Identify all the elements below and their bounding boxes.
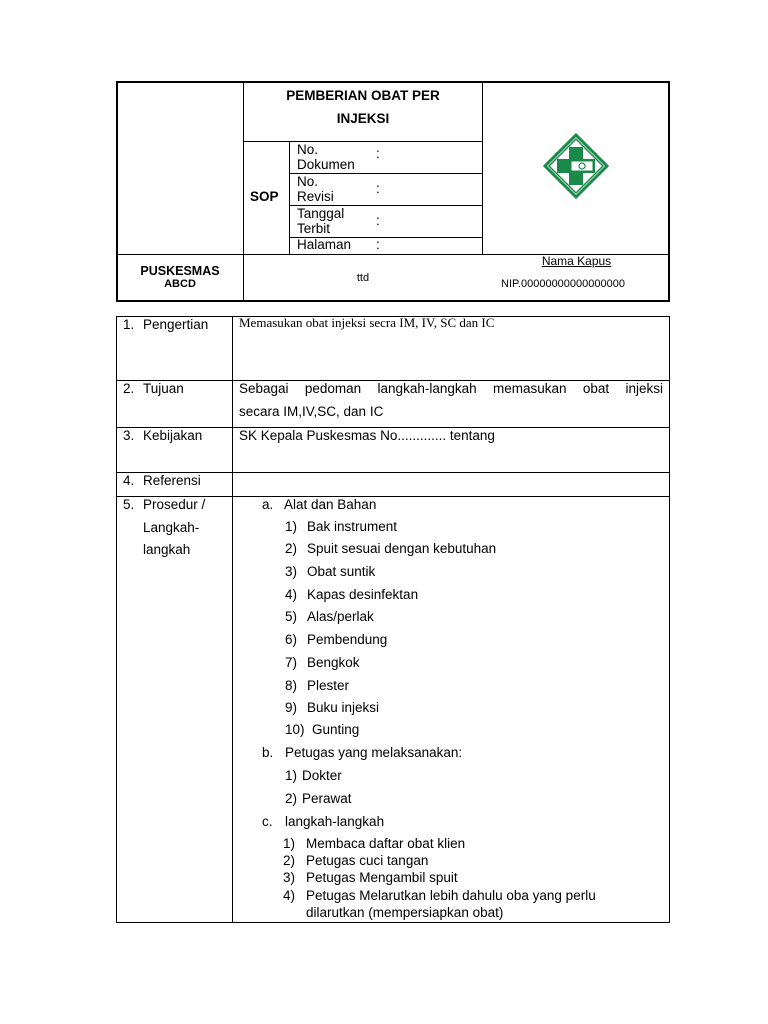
kebijakan-text: SK Kepala Puskesmas No............. tentang (239, 428, 495, 443)
list-number: 4) (285, 587, 298, 602)
list-marker: a. (262, 497, 274, 512)
list-number: 10) (285, 722, 305, 737)
list-number: 3) (283, 870, 296, 885)
subsection-title: Alat dan Bahan (284, 497, 377, 512)
field-tanggal-terbit (297, 206, 344, 236)
field-label: Revisi (297, 189, 334, 204)
row-number: 3. (123, 428, 135, 443)
list-item: Gunting (312, 722, 360, 737)
field-label: Terbit (297, 221, 331, 236)
subsection-title: langkah-langkah (285, 814, 385, 829)
list-item: Spuit sesuai dengan kebutuhan (307, 541, 497, 556)
field-separator: : (376, 146, 380, 161)
org-name-line2: ABCD (164, 278, 196, 290)
subsection-title: Petugas yang melaksanakan: (285, 745, 463, 760)
field-separator: : (376, 237, 380, 252)
list-number: 2) (285, 791, 298, 806)
list-item: Membaca daftar obat klien (306, 836, 466, 851)
sop-label: SOP (250, 189, 279, 204)
list-item: Petugas cuci tangan (306, 853, 429, 868)
list-item: Perawat (302, 791, 352, 806)
row-number: 1. (123, 317, 135, 332)
list-item: Petugas Melarutkan lebih dahulu oba yang perlu (306, 888, 596, 903)
list-item: Bengkok (307, 655, 360, 670)
list-item: Alas/perlak (307, 609, 374, 624)
row-number: 4. (123, 473, 135, 488)
org-name-line1: PUSKESMAS (140, 264, 220, 278)
document-title-line1: PEMBERIAN OBAT PER (286, 88, 440, 103)
field-separator: : (376, 213, 380, 228)
field-halaman: Halaman (297, 237, 352, 252)
list-number: 9) (285, 700, 298, 715)
sop-content-table (116, 316, 670, 923)
list-number: 3) (285, 564, 298, 579)
row-label-pengertian: Pengertian (143, 317, 209, 332)
puskesmas-logo-icon (543, 133, 609, 199)
list-number: 8) (285, 678, 298, 693)
list-marker: c. (262, 814, 273, 829)
field-label: Tanggal (297, 206, 345, 221)
head-nip: NIP.00000000000000000 (501, 278, 625, 290)
list-item: Plester (307, 678, 350, 693)
list-number: 2) (285, 541, 298, 556)
signature: ttd (356, 272, 370, 284)
list-number: 2) (283, 853, 296, 868)
head-name: Nama Kapus (541, 254, 612, 268)
row-label-referensi: Referensi (143, 473, 201, 488)
list-item-continuation: dilarutkan (mempersiapkan obat) (306, 905, 504, 920)
list-number: 5) (285, 609, 298, 624)
list-number: 1) (283, 836, 296, 851)
list-item: Bak instrument (307, 519, 398, 534)
list-number: 1) (285, 768, 298, 783)
row-label-prosedur: langkah (143, 542, 191, 557)
list-number: 4) (283, 888, 296, 903)
list-marker: b. (262, 745, 274, 760)
field-separator: : (376, 181, 380, 196)
field-no-dokumen (297, 142, 355, 172)
list-item: Obat suntik (307, 564, 376, 579)
list-item: Pembendung (307, 632, 388, 647)
header-divider (243, 141, 483, 142)
list-item: Buku injeksi (307, 700, 380, 715)
field-label: No. (297, 142, 319, 157)
row-label-kebijakan: Kebijakan (143, 428, 203, 443)
list-number: 7) (285, 655, 298, 670)
list-number: 1) (285, 519, 298, 534)
row-number: 2. (123, 381, 135, 396)
row-number: 5. (123, 497, 135, 512)
field-label: Dokumen (297, 157, 355, 172)
tujuan-text-line2: secara IM,IV,SC, dan IC (239, 404, 384, 419)
row-label-tujuan: Tujuan (143, 381, 184, 396)
list-item: Kapas desinfektan (307, 587, 419, 602)
list-number: 6) (285, 632, 298, 647)
pengertian-text: Memasukan obat injeksi secra IM, IV, SC dan IC (239, 315, 495, 330)
header-divider (482, 81, 483, 254)
list-item: Petugas Mengambil spuit (306, 870, 458, 885)
field-label: No. (297, 174, 319, 189)
list-item: Dokter (302, 768, 342, 783)
tujuan-text-line1: Sebagai pedoman langkah-langkah memasukan obat injeksi (239, 381, 663, 396)
row-label-prosedur: Langkah- (143, 520, 200, 535)
table-divider (232, 316, 233, 923)
field-no-revisi (297, 174, 334, 204)
row-label-prosedur: Prosedur / (143, 497, 206, 512)
document-title-line2: INJEKSI (336, 111, 390, 126)
